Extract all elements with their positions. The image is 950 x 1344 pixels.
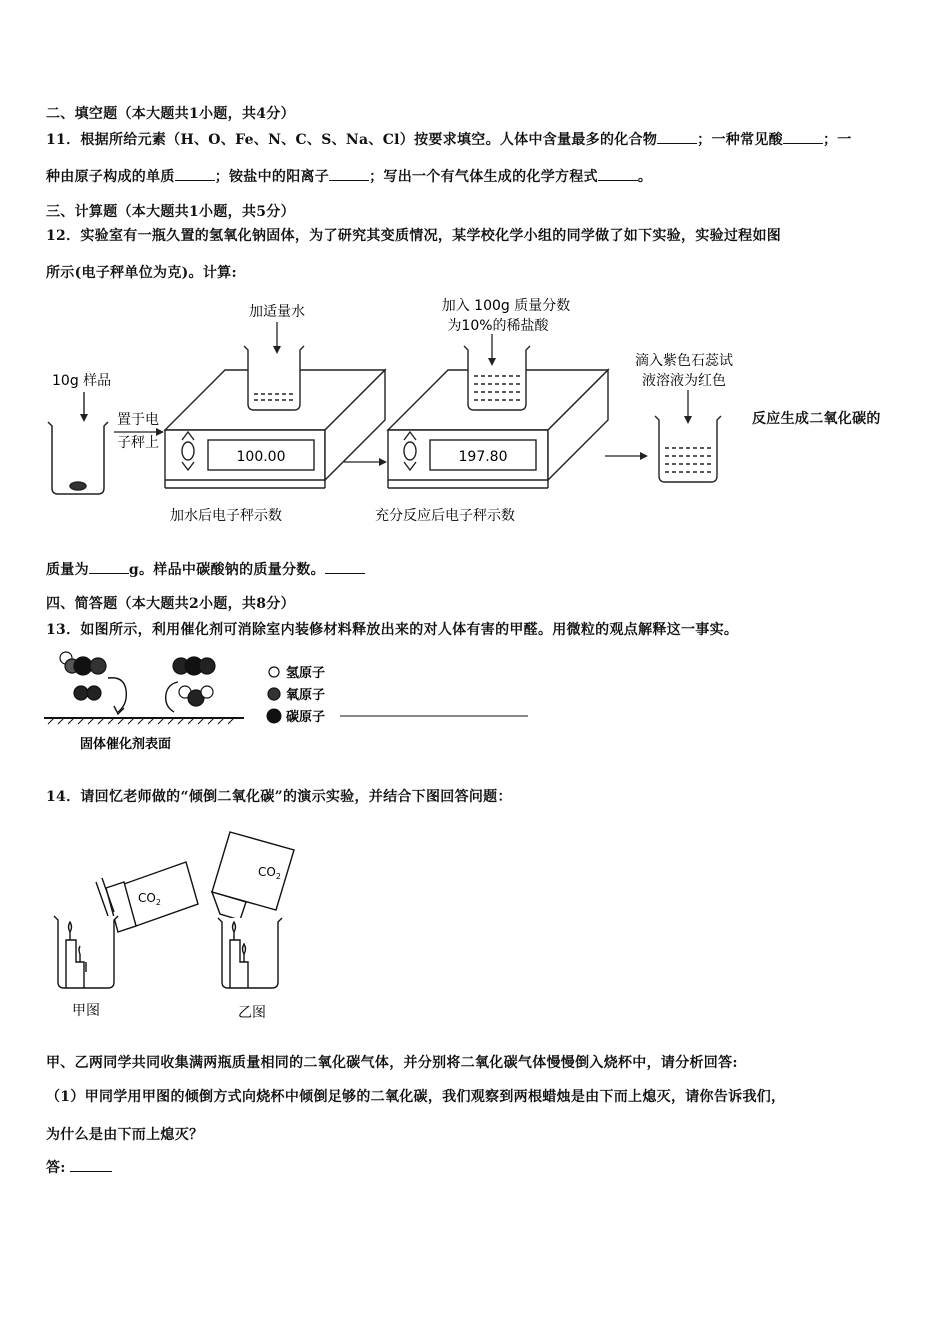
question-11-line-1 <box>46 129 852 149</box>
add-water-label: 加适量水 <box>249 304 305 320</box>
scale-1-caption: 加水后电子秤示数 <box>170 508 282 524</box>
question-14: 14．请回忆老师做的“倾倒二氧化碳”的演示实验，并结合下图回答问题： <box>46 789 512 805</box>
gas-label-b: $CO_2$ <box>258 865 281 881</box>
q11-text: 。 <box>637 169 653 185</box>
gas-label-a: $CO_2$ <box>138 891 161 907</box>
scale-1-reading: 100.00 <box>236 449 286 465</box>
final-beaker <box>655 416 721 482</box>
q12-text: 质量为 <box>46 562 89 578</box>
scale-2-reading: 197.80 <box>458 449 508 465</box>
sample-beaker <box>48 422 108 494</box>
water-beaker <box>244 346 304 410</box>
question-12-line-1: 12．实验室有一瓶久置的氢氧化钠固体，为了研究其变质情况，某学校化学小组的同学做了如下实验，实验过程如图 <box>46 228 782 244</box>
question-12-line-3 <box>46 559 365 579</box>
scale-2-caption: 充分反应后电子秤示数 <box>375 508 515 524</box>
q11-text: ；写出一个有气体生成的化学方程式 <box>369 169 598 185</box>
answer-blank[interactable] <box>598 167 638 181</box>
reaction-arrow-icon <box>166 682 178 712</box>
question-12-side-text: 反应生成二氧化碳的 <box>752 411 881 427</box>
section-heading-short-answer: 四、简答题（本大题共2小题，共8分） <box>46 596 295 612</box>
caption-a: 甲图 <box>72 1003 100 1019</box>
answer-blank[interactable] <box>175 167 215 181</box>
legend-oxygen: 氧原子 <box>286 688 326 703</box>
q14-co2-figure <box>44 822 304 1032</box>
section-heading-fill-in: 二、填空题（本大题共1小题，共4分） <box>46 106 295 122</box>
legend-hydrogen: 氢原子 <box>286 666 326 681</box>
arrowhead-icon <box>640 452 648 460</box>
answer-blank[interactable] <box>89 560 129 574</box>
answer-blank[interactable] <box>325 560 365 574</box>
q11-text: ；铵盐中的阳离子 <box>214 169 330 185</box>
hydrogen-atom-icon <box>269 667 279 677</box>
co2-bottle-b <box>212 832 294 920</box>
product-molecules <box>173 657 215 706</box>
answer-blank[interactable] <box>70 1158 112 1172</box>
section-heading-calculation: 三、计算题（本大题共1小题，共5分） <box>46 204 295 220</box>
question-11-line-2 <box>46 166 652 186</box>
q12-text: g。样品中碳酸钠的质量分数。 <box>128 562 325 578</box>
beaker-a <box>54 916 118 988</box>
arrowhead-icon <box>379 458 387 466</box>
question-13: 13．如图所示，利用催化剂可消除室内装修材料释放出来的对人体有害的甲醛。用微粒的观点解释这一事实。 <box>46 622 739 638</box>
question-14-part-1-line-2: 为什么是由下而上熄灭？ <box>46 1127 204 1143</box>
q11-text: ；一 <box>822 132 852 148</box>
formaldehyde-molecule <box>60 652 106 675</box>
question-12-line-2: 所示(电子秤单位为克)。计算: <box>46 265 237 281</box>
answer-blank[interactable] <box>657 130 697 144</box>
carbon-atom-icon <box>267 709 282 724</box>
q11-text: 种由原子构成的单质 <box>46 169 175 185</box>
acid-beaker <box>464 346 530 410</box>
answer-label: 答: <box>46 1160 66 1176</box>
arrowhead-icon <box>156 428 164 436</box>
q11-text: ；一种常见酸 <box>697 132 783 148</box>
reaction-arrow-icon <box>108 678 126 712</box>
litmus-label-2: 液溶液为红色 <box>642 373 726 389</box>
q12-experiment-figure <box>40 290 760 530</box>
question-14-part-1-line-1: （1）甲同学用甲图的倾倒方式向烧杯中倾倒足够的二氧化碳，我们观察到两根蜡烛是由下而上熄灭，请你告诉我们， <box>46 1089 786 1105</box>
caption-b: 乙图 <box>238 1005 266 1021</box>
add-acid-label-2: 为10%的稀盐酸 <box>447 318 549 334</box>
question-14-intro: 甲、乙两同学共同收集满两瓶质量相同的二氧化碳气体，并分别将二氧化碳气体慢慢倒入烧杯中，请分析回答: <box>46 1055 738 1071</box>
arrowhead-icon <box>80 414 88 422</box>
place-label-1: 置于电 <box>117 412 159 428</box>
litmus-label-1: 滴入紫色石蕊试 <box>635 353 733 369</box>
oxygen-molecule <box>74 686 101 700</box>
oxygen-atom-icon <box>268 688 280 700</box>
q11-text: 11．根据所给元素（H、O、Fe、N、C、S、Na、Cl）按要求填空。人体中含量最多的化合物 <box>46 132 658 148</box>
answer-blank[interactable] <box>783 130 823 144</box>
answer-line <box>46 1157 112 1177</box>
q13-catalyst-figure <box>44 646 534 756</box>
sample-label: 10g 样品 <box>52 373 112 389</box>
place-label-2: 子秤上 <box>117 435 159 451</box>
answer-blank[interactable] <box>329 167 369 181</box>
beaker-b <box>218 918 282 988</box>
legend-carbon: 碳原子 <box>286 710 326 725</box>
add-acid-label-1: 加入 100g 质量分数 <box>441 298 571 314</box>
surface-label: 固体催化剂表面 <box>80 737 172 752</box>
